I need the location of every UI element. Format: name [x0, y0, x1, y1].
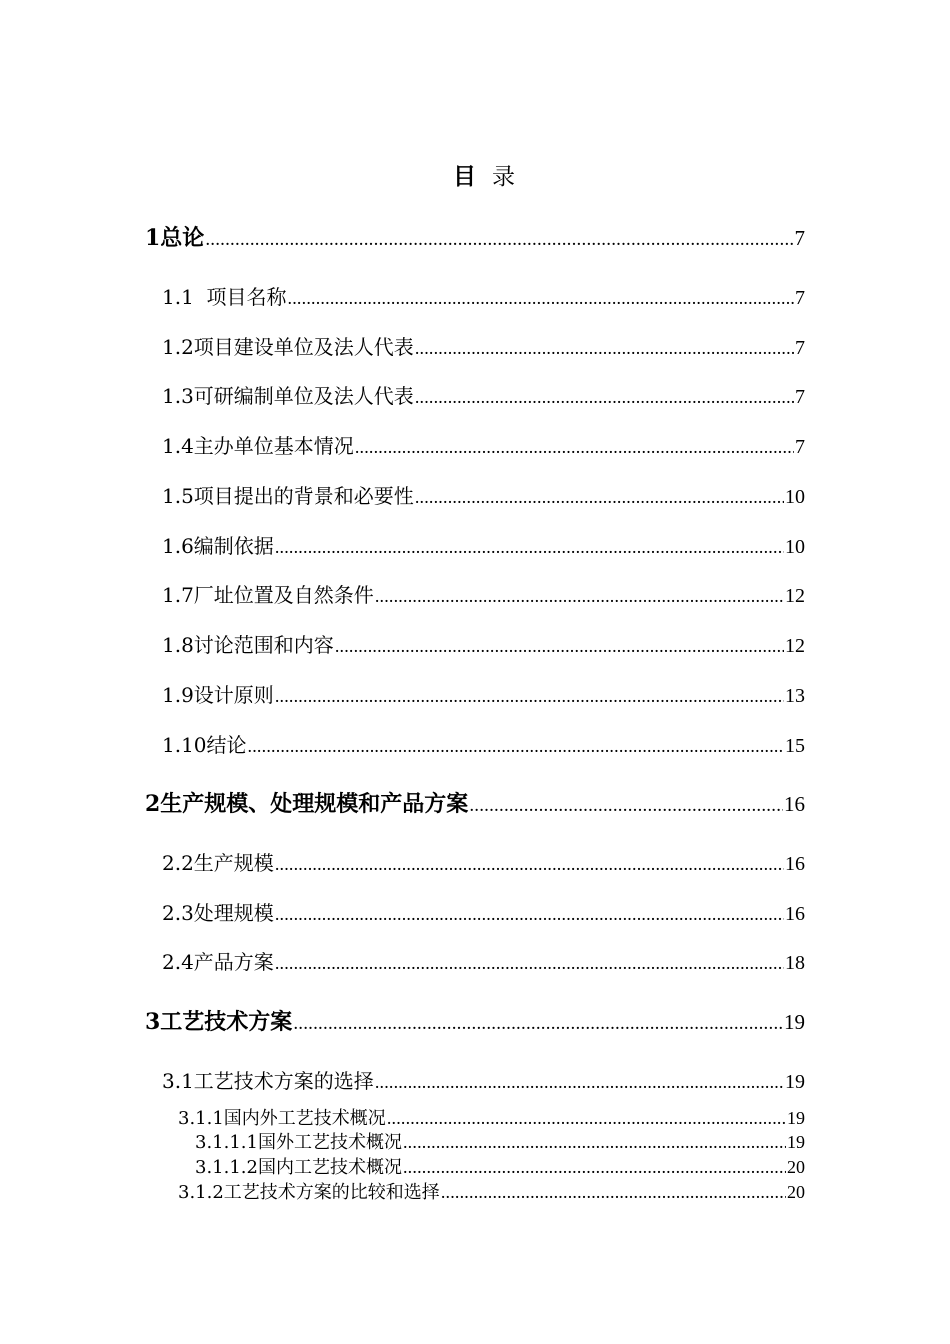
toc-entry-label: 3.1.1.1国外工艺技术概况	[195, 1132, 402, 1153]
toc-title-left: 目	[453, 163, 478, 190]
toc-entry-label: 1.1 项目名称	[162, 285, 287, 309]
dot-leader	[293, 1013, 783, 1035]
toc-entry[interactable]	[195, 1153, 805, 1179]
toc-title	[0, 158, 950, 191]
toc-entry[interactable]	[162, 530, 805, 559]
toc-entry-page: 19	[784, 1010, 805, 1034]
toc-entry-label: 1.6编制依据	[162, 534, 274, 558]
toc-entry-label: 2生产规模、处理规模和产品方案	[145, 791, 469, 817]
toc-entry-page: 10	[785, 486, 805, 508]
toc-entry-page: 18	[785, 952, 805, 974]
toc-entry-page: 16	[785, 903, 805, 925]
toc-entry-label: 1.3可研编制单位及法人代表	[162, 384, 414, 408]
dot-leader	[355, 437, 794, 458]
toc-entry[interactable]	[162, 946, 805, 975]
toc-entry[interactable]	[162, 897, 805, 926]
toc-entry[interactable]	[145, 787, 805, 818]
toc-entry[interactable]	[162, 380, 805, 409]
dot-leader	[205, 229, 793, 251]
toc-entry-page: 20	[787, 1157, 805, 1177]
toc-entry[interactable]	[145, 221, 805, 252]
toc-entry-page: 7	[795, 337, 805, 359]
dot-leader	[441, 1182, 786, 1203]
toc-entry-page: 19	[787, 1132, 805, 1152]
toc-entry[interactable]	[162, 331, 805, 360]
toc-entry-label: 1.2项目建设单位及法人代表	[162, 335, 414, 359]
toc-title-right: 录	[492, 164, 517, 190]
toc-entry-page: 12	[785, 635, 805, 657]
dot-leader	[275, 904, 784, 925]
dot-leader	[469, 795, 783, 817]
toc-entry[interactable]	[162, 281, 805, 310]
toc-entry-label: 1.5项目提出的背景和必要性	[162, 484, 414, 508]
toc-entry-page: 10	[785, 536, 805, 558]
toc-entry-label: 2.2生产规模	[162, 851, 274, 875]
toc-entry-page: 13	[785, 685, 805, 707]
toc-entry[interactable]	[162, 679, 805, 708]
dot-leader	[415, 487, 784, 508]
toc-entry[interactable]	[162, 1065, 805, 1094]
toc-entry-label: 1.4主办单位基本情况	[162, 434, 354, 458]
toc-entry-page: 7	[795, 386, 805, 408]
dot-leader	[415, 338, 794, 359]
toc-entry[interactable]	[178, 1178, 805, 1204]
toc-entry[interactable]	[162, 847, 805, 876]
dot-leader	[248, 736, 784, 757]
toc-entry-page: 12	[785, 585, 805, 607]
toc-entry-page: 16	[784, 792, 805, 816]
dot-leader	[275, 686, 784, 707]
toc-entry-label: 2.4产品方案	[162, 950, 274, 974]
toc-entry[interactable]	[162, 579, 805, 608]
toc-entry-label: 1.7厂址位置及自然条件	[162, 583, 374, 607]
dot-leader	[387, 1108, 786, 1129]
toc-entry-label: 1总论	[145, 225, 205, 251]
dot-leader	[275, 953, 784, 974]
toc-entry-page: 7	[795, 436, 805, 458]
dot-leader	[403, 1157, 786, 1178]
toc-entry-page: 19	[785, 1071, 805, 1093]
toc-entry-page: 15	[785, 735, 805, 757]
toc-entry-label: 3.1.1国内外工艺技术概况	[178, 1108, 386, 1129]
toc-entry[interactable]	[145, 1005, 805, 1036]
toc-entry-page: 19	[787, 1108, 805, 1128]
dot-leader	[335, 636, 784, 657]
toc-entry-label: 3.1工艺技术方案的选择	[162, 1069, 374, 1093]
toc-entry-label: 1.10结论	[162, 733, 247, 757]
toc-entry-label: 2.3处理规模	[162, 901, 274, 925]
toc-entry[interactable]	[162, 629, 805, 658]
toc-entry-page: 7	[794, 226, 805, 250]
dot-leader	[403, 1132, 786, 1153]
toc-entry-page: 16	[785, 853, 805, 875]
dot-leader	[415, 387, 794, 408]
toc-entry-page: 7	[795, 287, 805, 309]
toc-entry-label: 3.1.1.2国内工艺技术概况	[195, 1157, 402, 1178]
dot-leader	[375, 1072, 784, 1093]
toc-entry-page: 20	[787, 1182, 805, 1202]
toc-entry[interactable]	[162, 729, 805, 758]
toc-entry[interactable]	[162, 480, 805, 509]
dot-leader	[288, 288, 794, 309]
dot-leader	[275, 854, 784, 875]
toc-entry[interactable]	[162, 430, 805, 459]
toc-entry[interactable]	[195, 1128, 805, 1154]
toc-entry-label: 3.1.2工艺技术方案的比较和选择	[178, 1182, 440, 1203]
dot-leader	[375, 586, 784, 607]
toc-entry-label: 3工艺技术方案	[145, 1009, 293, 1035]
toc-entry-label: 1.9设计原则	[162, 683, 274, 707]
toc-entry-label: 1.8讨论范围和内容	[162, 633, 334, 657]
toc-entry[interactable]	[178, 1104, 805, 1130]
dot-leader	[275, 537, 784, 558]
